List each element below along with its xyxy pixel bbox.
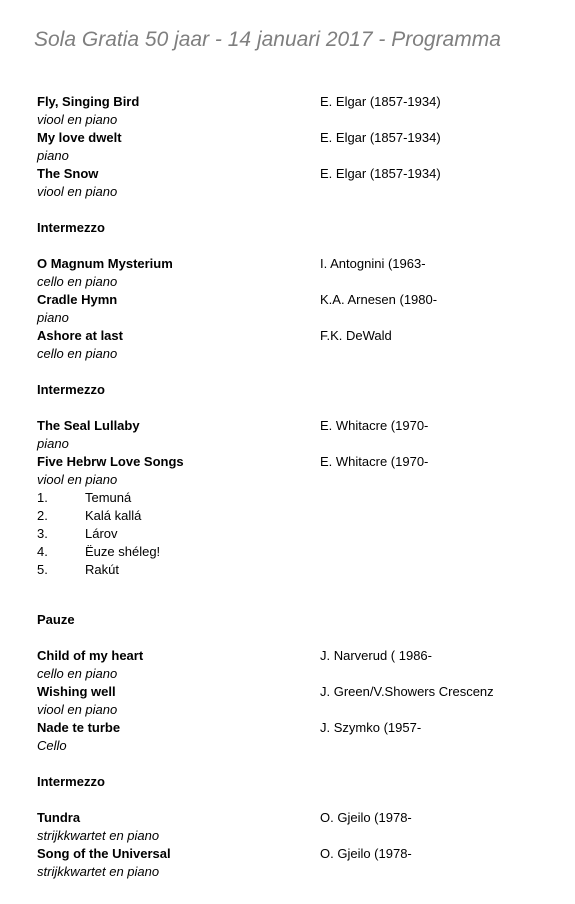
song-number: 1.	[37, 490, 48, 505]
song-item	[37, 507, 557, 525]
instrumentation: piano	[37, 436, 69, 451]
song-number: 3.	[37, 526, 48, 541]
instrumentation: strijkkwartet en piano	[37, 828, 160, 843]
piece-title: Ashore at last	[37, 328, 123, 343]
instrumentation: viool en piano	[37, 112, 118, 127]
piece-title: The Seal Lullaby	[37, 418, 140, 433]
piece-title: Five Hebrw Love Songs	[37, 454, 184, 469]
piece-title: Wishing well	[37, 684, 116, 699]
piece-row	[37, 809, 557, 827]
piece-row	[37, 647, 557, 665]
composer: K.A. Arnesen (1980-	[320, 292, 438, 307]
piece-title: Child of my heart	[37, 648, 144, 663]
piece-row	[37, 165, 557, 183]
instrumentation: viool en piano	[37, 702, 118, 717]
piece-title: Tundra	[37, 810, 81, 825]
song-item	[37, 525, 557, 543]
composer: J. Green/V.Showers Crescenz	[320, 684, 494, 699]
composer: E. Elgar (1857-1934)	[320, 94, 441, 109]
piece-row	[37, 93, 557, 111]
song-number: 4.	[37, 544, 48, 559]
instrumentation: viool en piano	[37, 472, 118, 487]
instrumentation: cello en piano	[37, 274, 118, 289]
piece-title: Song of the Universal	[37, 846, 171, 861]
instrumentation: piano	[37, 148, 69, 163]
intermezzo-heading: Intermezzo	[37, 774, 105, 789]
song-name: Temuná	[85, 490, 132, 505]
composer: J. Narverud ( 1986-	[320, 648, 432, 663]
pauze-heading: Pauze	[37, 612, 75, 627]
song-name: Lárov	[85, 526, 118, 541]
piece-row	[37, 719, 557, 737]
song-number: 2.	[37, 508, 48, 523]
song-item	[37, 561, 557, 579]
instrumentation: piano	[37, 310, 69, 325]
song-name: Kalá kallá	[85, 508, 142, 523]
instrumentation: viool en piano	[37, 184, 118, 199]
piece-row	[37, 255, 557, 273]
piece-title: My love dwelt	[37, 130, 122, 145]
song-number: 5.	[37, 562, 48, 577]
composer: O. Gjeilo (1978-	[320, 846, 412, 861]
piece-title: Fly, Singing Bird	[37, 94, 140, 109]
instrumentation: Cello	[37, 738, 67, 753]
page-title: Sola Gratia 50 jaar - 14 januari 2017 - Programma	[34, 28, 501, 51]
composer: J. Szymko (1957-	[320, 720, 422, 735]
composer: E. Whitacre (1970-	[320, 454, 429, 469]
piece-row	[37, 683, 557, 701]
instrumentation: cello en piano	[37, 346, 118, 361]
piece-row	[37, 453, 557, 471]
piece-row	[37, 845, 557, 863]
instrumentation: strijkkwartet en piano	[37, 864, 160, 879]
piece-title: The Snow	[37, 166, 99, 181]
composer: E. Elgar (1857-1934)	[320, 130, 441, 145]
piece-row	[37, 327, 557, 345]
program-list	[37, 93, 557, 881]
piece-title: Nade te turbe	[37, 720, 121, 735]
composer: I. Antognini (1963-	[320, 256, 426, 271]
composer: E. Elgar (1857-1934)	[320, 166, 441, 181]
intermezzo-heading: Intermezzo	[37, 382, 105, 397]
piece-title: O Magnum Mysterium	[37, 256, 173, 271]
composer: E. Whitacre (1970-	[320, 418, 429, 433]
composer: O. Gjeilo (1978-	[320, 810, 412, 825]
intermezzo-heading: Intermezzo	[37, 220, 105, 235]
song-item	[37, 489, 557, 507]
composer: F.K. DeWald	[320, 328, 392, 343]
piece-title: Cradle Hymn	[37, 292, 118, 307]
piece-row	[37, 417, 557, 435]
piece-row	[37, 291, 557, 309]
instrumentation: cello en piano	[37, 666, 118, 681]
song-name: Ëuze shéleg!	[85, 544, 161, 559]
piece-row	[37, 129, 557, 147]
song-item	[37, 543, 557, 561]
song-name: Rakút	[85, 562, 119, 577]
